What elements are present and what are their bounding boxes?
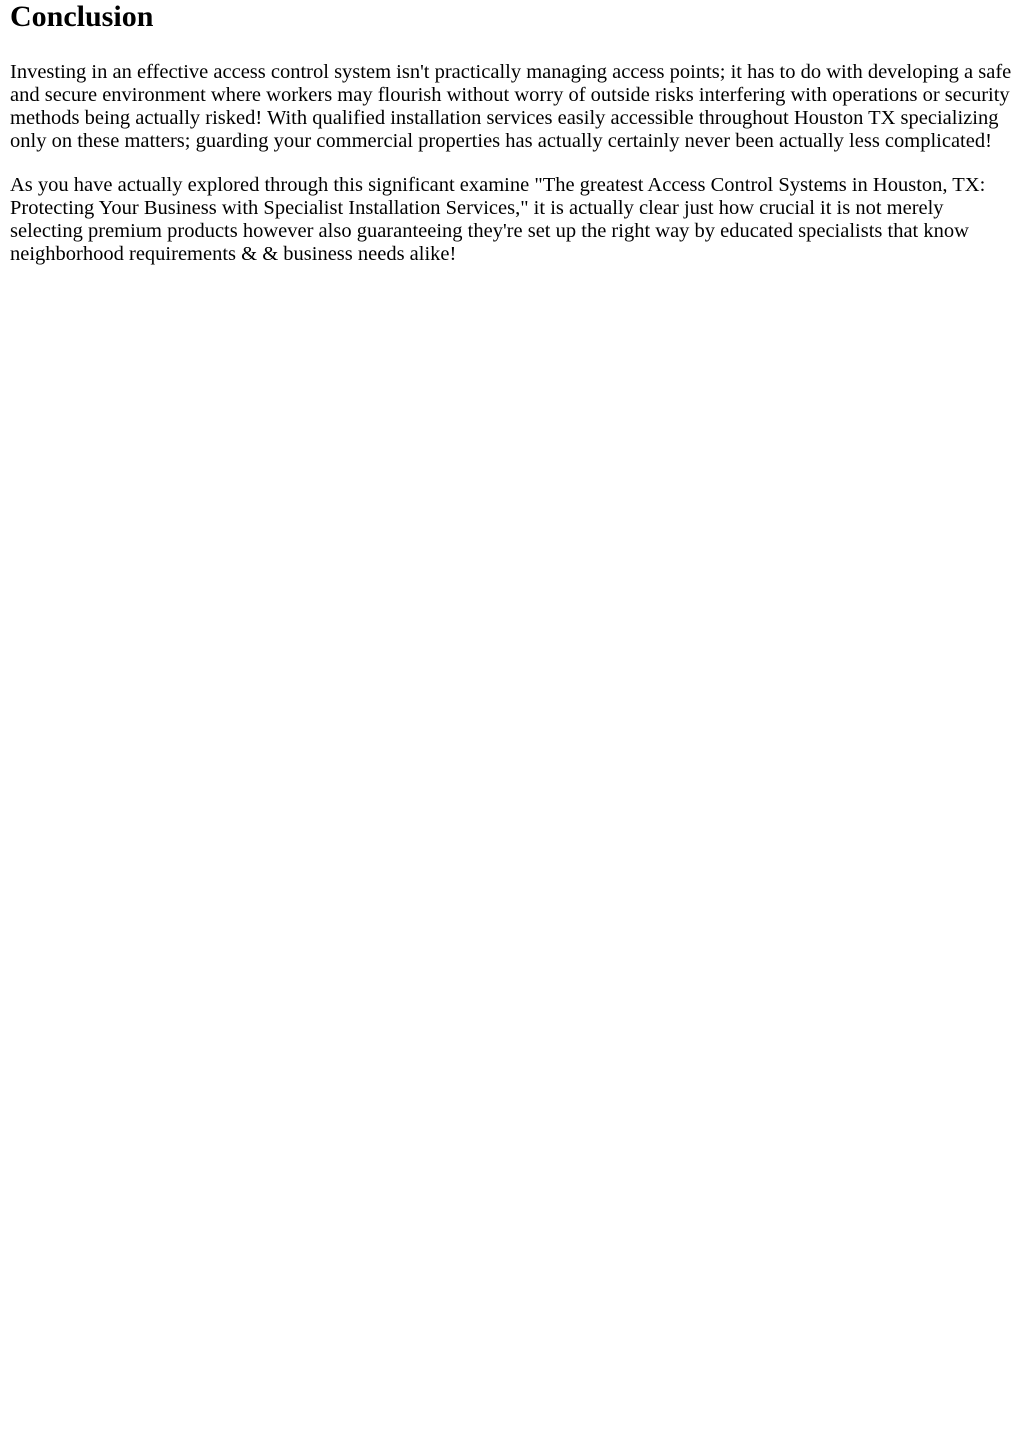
conclusion-paragraph-2: As you have actually explored through this significant examine "The greatest Access Control Systems in Houston, TX: Protecting Your Business with Specialist Installation Services," it is actually clear just how crucial it is not merely selecting premium products however also guaranteeing they're set up the right way by educated specialists that know neighborhood requirements & & business needs alike! bbox=[10, 174, 986, 265]
article-content bbox=[10, 0, 1014, 266]
section-heading: Conclusion bbox=[10, 0, 154, 33]
conclusion-paragraph-1: Investing in an effective access control system isn't practically managing access points; it has to do with developing a safe and secure environment where workers may flourish without worry of outside risks interfering with operations or security methods being actually risked! With qualified installation services easily accessible throughout Houston TX specializing only on these matters; guarding your commercial properties has actually certainly never been actually less complicated! bbox=[10, 61, 1012, 152]
